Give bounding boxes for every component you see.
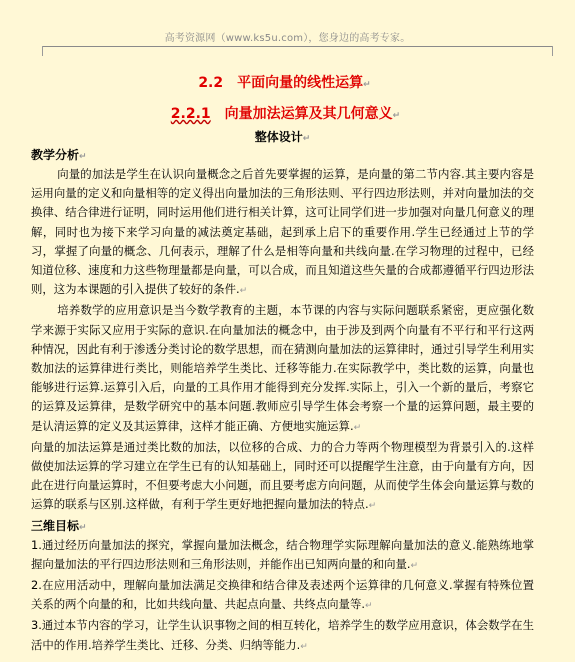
return-mark: ↵: [300, 641, 308, 652]
goal-text: 2.在应用活动中，理解向量加法满足交换律和结合律及表述两个运算律的几何意义.掌握有特殊位置关系的两个向量的和，比如共线向量、共起点向量、共终点向量等.: [31, 578, 534, 612]
return-mark: ↵: [364, 601, 373, 612]
section-title: [35, 72, 534, 94]
page-header: 高考资源网（www.ks5u.com），您身边的高考专家。: [164, 33, 411, 44]
design-title: [31, 128, 534, 146]
return-mark: ↵: [79, 522, 87, 533]
goal-item-3: [31, 616, 534, 656]
goal-item-2: [31, 576, 534, 616]
header-rule: [42, 46, 553, 47]
goal-item-1: [31, 536, 534, 576]
return-mark: ↵: [79, 152, 87, 162]
analysis-paragraph-1: [31, 165, 534, 301]
margin-corner-left: [32, 46, 43, 56]
subsection-title-text: 向量加法运算及其几何意义: [210, 106, 393, 122]
subsection-title: [37, 103, 534, 125]
analysis-heading: [31, 146, 534, 165]
margin-corner-right: [552, 46, 563, 56]
paragraph-text: 向量的加法运算是通过类比数的加法，以位移的合成、力的合力等两个物理模型为背景引入的.这样做使加法运算的学习建立在学生已有的认知基础上，同时还可以提醒学生注意，由于向量有方向，因此在进行向量运算时，不但要考虑大小问题，而且要考虑方向问题，从而使学生体会向量运算与数的运算的联系与区别.这样做，有利于学生更好地把握向量加法的特点.: [31, 439, 534, 512]
return-mark: ↵: [363, 80, 371, 90]
return-mark: ↵: [410, 560, 419, 571]
goals-heading-text: 三维目标: [31, 518, 80, 533]
return-mark: ↵: [392, 111, 401, 121]
section-title-text: 2.2 平面向量的线性运算: [198, 75, 364, 91]
return-mark: ↵: [353, 422, 362, 433]
analysis-heading-text: 教学分析: [31, 148, 80, 162]
subsection-number: 2.2.1: [170, 106, 211, 122]
return-mark: ↵: [302, 134, 311, 144]
paragraph-text: 培养数学的应用意识是当今数学教育的主题，本节课的内容与实际问题联系紧密，更应强化数学来源于实际又应用于实际的意识.在向量加法的概念中，由于涉及到两个向量有不平行和平行这两种情况，因此有利于渗透分类讨论的数学思想，而在猜测向量加法的运算律时，通过引导学生利用实数加法的运算律进行类比，则能培养学生类比、迁移等能力.在实际教学中，类比数的运算，向量也能够进行运算.运算引入后，向量的工具作用才能得到充分发挥.实际上，引入一个新的量后，考察它的运算及运算律，是数学研究中的基本问题.教师应引导学生体会考察一个量的运算问题，最主要的是认清运算的定义及其运算律，这样才能正确、方便地实施运算.: [31, 303, 534, 433]
goal-text: 3.通过本节内容的学习，让学生认识事物之间的相互转化，培养学生的数学应用意识，体会数学在生活中的作用.培养学生类比、迁移、分类、归纳等能力.: [31, 618, 534, 652]
analysis-paragraph-3: [31, 438, 534, 517]
goal-text: 1.通过经历向量加法的探究，掌握向量加法概念，结合物理学实际理解向量加法的意义.能熟练地掌握向量加法的平行四边形法则和三角形法则，并能作出已知两向量的和向量.: [31, 537, 534, 571]
return-mark: ↵: [239, 286, 248, 297]
document-body: [31, 72, 534, 657]
design-title-text: 整体设计: [254, 130, 303, 144]
return-mark: ↵: [368, 501, 377, 512]
goals-heading: [31, 517, 534, 536]
paragraph-text: 向量的加法是学生在认识向量概念之后首先要掌握的运算，是向量的第二节内容.其主要内容是运用向量的定义和向量相等的定义得出向量加法的三角形法则、平行四边形法则，并对向量加法的交换律、结合律进行证明，同时运用他们进行相关计算，这可让同学们进一步加强对向量几何意义的理解，同时也为接下来学习向量的减法奠定基础，起到承上启下的重要作用.学生已经通过上节的学习，掌握了向量的概念、几何表示，理解了什么是相等向量和共线向量.在学习物理的过程中，已经知道位移、速度和力这些物理量都是向量，可以合成，而且知道这些矢量的合成都遵循平行四边形法则，这为本课题的引入提供了较好的条件.: [31, 167, 534, 297]
analysis-paragraph-2: [31, 301, 534, 437]
